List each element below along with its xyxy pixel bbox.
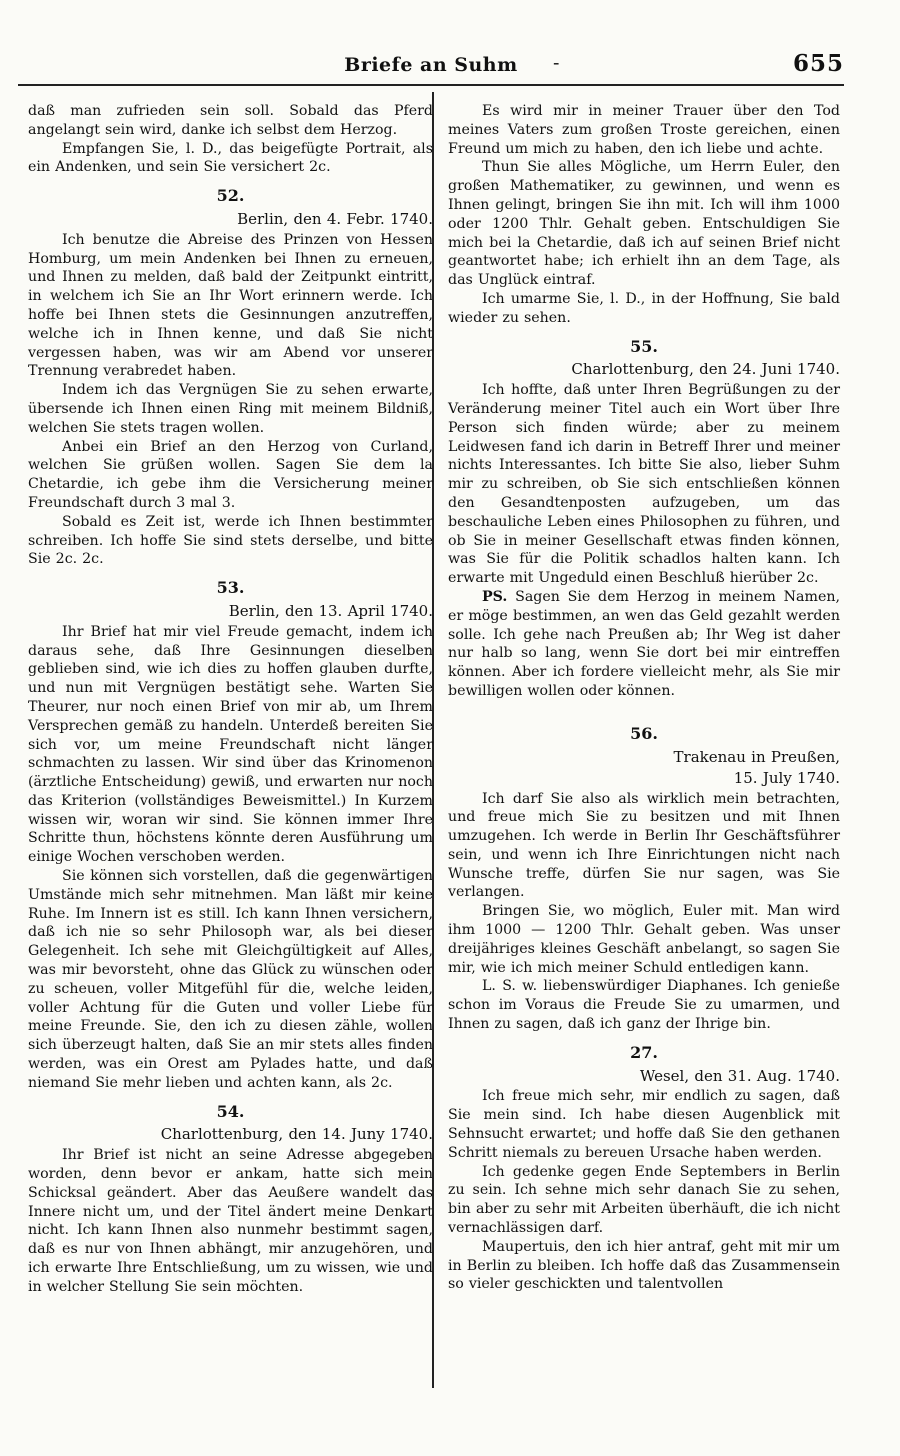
letter-dateline: Trakenau in Preußen, [673, 747, 840, 766]
paragraph: Es wird mir in meiner Trauer über den Tod meines Vaters zum großen Troste gereichen, einen Freund um mich zu haben, den ich liebe und achte. [448, 103, 840, 157]
right-column [448, 102, 840, 1294]
paragraph: Ich gedenke gegen Ende Septembers in Berlin zu sein. Ich sehne mich sehr danach Sie zu sehen, bin aber zu sehr mit Arbeiten überhäuft, die ich nicht vernachlässigen darf. [448, 1163, 840, 1237]
letter-dateline: 15. July 1740. [733, 768, 840, 787]
page-header [18, 50, 844, 86]
paragraph: Ich darf Sie also als wirklich mein betrachten, und freue mich Sie zu besitzen und mit Ihnen umzugehen. Ich werde in Berlin Ihr Geschäftsführer sein, und wenn ich Ihre Einrichtungen nicht nach Wunsche treffe, dürfen Sie nur sagen, was Sie verlangen. [448, 790, 840, 901]
letter-dateline: Charlottenburg, den 14. Juny 1740. [160, 1125, 433, 1144]
left-column [28, 102, 433, 1297]
paragraph: L. S. w. liebenswürdiger Diaphanes. Ich genieße schon im Voraus die Freude Sie zu umarmen, und Ihnen zu sagen, daß ich ganz der Ihrige bin. [448, 978, 840, 1033]
letter-dateline: Wesel, den 31. Aug. 1740. [639, 1066, 840, 1085]
postscript-label: PS. [482, 588, 508, 605]
page-number: 655 [792, 50, 844, 77]
paragraph: Ihr Brief hat mir viel Freude gemacht, indem ich daraus sehe, daß Ihre Gesinnungen dieselben geblieben sind, wie ich dies zu hoffen glauben durfte, und nun mit Vergnügen bestätigt sehe. Warten Sie Theurer, nur noch einen Brief von mir ab, um Ihrem Versprechen gemäß zu handeln. Unterdeß bereiten Sie sich vor, um meine Freundschaft nicht länger schmachten zu lassen. Wir sind über das Krinomenon (ärztliche Entscheidung) gewiß, und erwarten nur noch das Kriterion (vollständiges Beweismittel.) In Kurzem wissen wir, woran wir sind. Sie können immer Ihre Schritte thun, höchstens könnte deren Ausführung um einige Wochen verschoben werden. [28, 623, 433, 866]
header-dash: - [553, 52, 560, 74]
paragraph: Anbei ein Brief an den Herzog von Curland, welchen Sie grüßen wollen. Sagen Sie dem la Chetardie, ich gebe ihm die Versicherung meiner Freundschaft durch 3 mal 3. [28, 438, 433, 511]
paragraph: Sobald es Zeit ist, werde ich Ihnen bestimmter schreiben. Ich hoffe Sie sind stets derselbe, und bitte Sie 2c. 2c. [28, 513, 433, 568]
paragraph: Ihr Brief ist nicht an seine Adresse abgegeben worden, denn bevor er ankam, hatte sich mein Schicksal geändert. Aber das Aeußere wandelt das Innere nicht um, und der Titel ändert meine Denkart nicht. Ich kann Ihnen also nunmehr bestimmt sagen, daß es nur von Ihnen abhängt, mir anzugehören, und ich erwarte Ihre Entschließung, um zu wissen, wie und in welcher Stellung Sie sein möchten. [28, 1147, 433, 1295]
letter-number: 56. [630, 723, 658, 743]
letter-number: 52. [216, 186, 245, 206]
paragraph: Bringen Sie, wo möglich, Euler mit. Man wird ihm 1000 — 1200 Thlr. Gehalt geben. Was unser dreijähriges kleines Geschäft anbelangt, so sagen Sie mir, wie ich mich meiner Schuld entledigen kann. [448, 903, 840, 976]
letter-number: 54. [216, 1101, 245, 1121]
paragraph: Ich freue mich sehr, mir endlich zu sagen, daß Sie mein sind. Ich habe diesen Augenblick mit Sehnsucht erwartet; und hoffe daß Sie den gethanen Schritt niemals zu bereuen Ursache haben werden. [448, 1088, 840, 1161]
letter-dateline: Berlin, den 13. April 1740. [228, 601, 433, 620]
letter-dateline: Berlin, den 4. Febr. 1740. [237, 209, 433, 228]
paragraph: Maupertuis, den ich hier antraf, geht mit mir um in Berlin zu bleiben. Ich hoffe daß das Zusammensein so vieler geschickten und talentvollen [448, 1238, 840, 1293]
letter-dateline: Charlottenburg, den 24. Juni 1740. [571, 360, 840, 379]
paragraph: Ich umarme Sie, l. D., in der Hoffnung, Sie bald wieder zu sehen. [448, 290, 840, 326]
postscript [448, 588, 840, 701]
paragraph: Indem ich das Vergnügen Sie zu sehen erwarte, übersende ich Ihnen einen Ring mit meinem Bildniß, welchen Sie stets tragen wollen. [28, 382, 433, 436]
letter-number: 55. [630, 336, 658, 356]
paragraph: daß man zufrieden sein soll. Sobald das Pferd angelangt sein wird, danke ich selbst dem Herzog. [28, 103, 433, 138]
postscript-text: Sagen Sie dem Herzog in meinem Namen, er möge bestimmen, an wen das Geld gezahlt werden solle. Ich gehe nach Preußen ab; Ihr Weg ist daher nur halb so lang, wenn Sie dort bei mir eintreffen können. Aber ich fordere vielleicht mehr, als Sie mir bewilligen wollen oder können. [448, 588, 840, 699]
paragraph: Ich hoffte, daß unter Ihren Begrüßungen zu der Veränderung meiner Titel auch ein Wort über Ihre Person sich finden würde; aber zu meinem Leidwesen fand ich darin in Betreff Ihrer und meiner nichts Interessantes. Ich bitte Sie also, lieber Suhm mir zu schreiben, ob Sie sich entschließen können den Gesandtenposten aufzugeben, um das beschauliche Leben eines Philosophen zu führen, und ob Sie in meiner Gesellschaft etwas finden können, was Sie für die Politik schadlos halten kann. Ich erwarte mit Ungeduld einen Beschluß hierüber 2c. [448, 382, 840, 587]
spacer [448, 701, 840, 715]
letter-number: 27. [630, 1042, 658, 1062]
running-title: Briefe an Suhm [344, 54, 518, 76]
paragraph: Ich benutze die Abreise des Prinzen von Hessen Homburg, um mein Andenken bei Ihnen zu erneuen, und Ihnen zu melden, daß bald der Zeitpunkt eintritt, in welchem ich Sie an Ihr Wort erinnern werde. Ich hoffe bei Ihnen stets die Gesinnungen anzutreffen, welche ich in Ihnen kenne, und daß Sie nicht vergessen haben, was wir am Abend vor unserer Trennung verabredet haben. [28, 231, 433, 380]
letter-number: 53. [216, 578, 245, 598]
paragraph: Sie können sich vorstellen, daß die gegenwärtigen Umstände mich sehr mitnehmen. Man läßt mir keine Ruhe. Im Innern ist es still. Ich kann Ihnen versichern, daß ich nie so sehr Philosoph war, als bei dieser Gelegenheit. Ich sehe mit Gleichgültigkeit auf Alles, was mir bevorsteht, ohne das Glück zu wünschen oder zu scheuen, voller Mitgefühl für die, welche leiden, voller Achtung für die Guten und voller Liebe für meine Freunde. Sie, den ich zu diesen zähle, wollen sich überzeugt halten, daß Sie an mir stets alles finden werden, was ein Orest am Pylades hatte, und daß niemand Sie mehr lieben und achten kann, als 2c. [28, 868, 433, 1091]
paragraph: Empfangen Sie, l. D., das beigefügte Portrait, als ein Andenken, und sein Sie versichert 2c. [28, 140, 433, 176]
paragraph: Thun Sie alles Mögliche, um Herrn Euler, den großen Mathematiker, zu gewinnen, und wenn es Ihnen gelingt, bringen Sie ihn mit. Ich will ihm 1000 oder 1200 Thlr. Gehalt geben. Entschuldigen Sie mich bei la Chetardie, daß ich auf seinen Brief nicht geantwortet habe; ich erhielt ihn an dem Tage, als das Unglück eintraf. [448, 159, 840, 289]
